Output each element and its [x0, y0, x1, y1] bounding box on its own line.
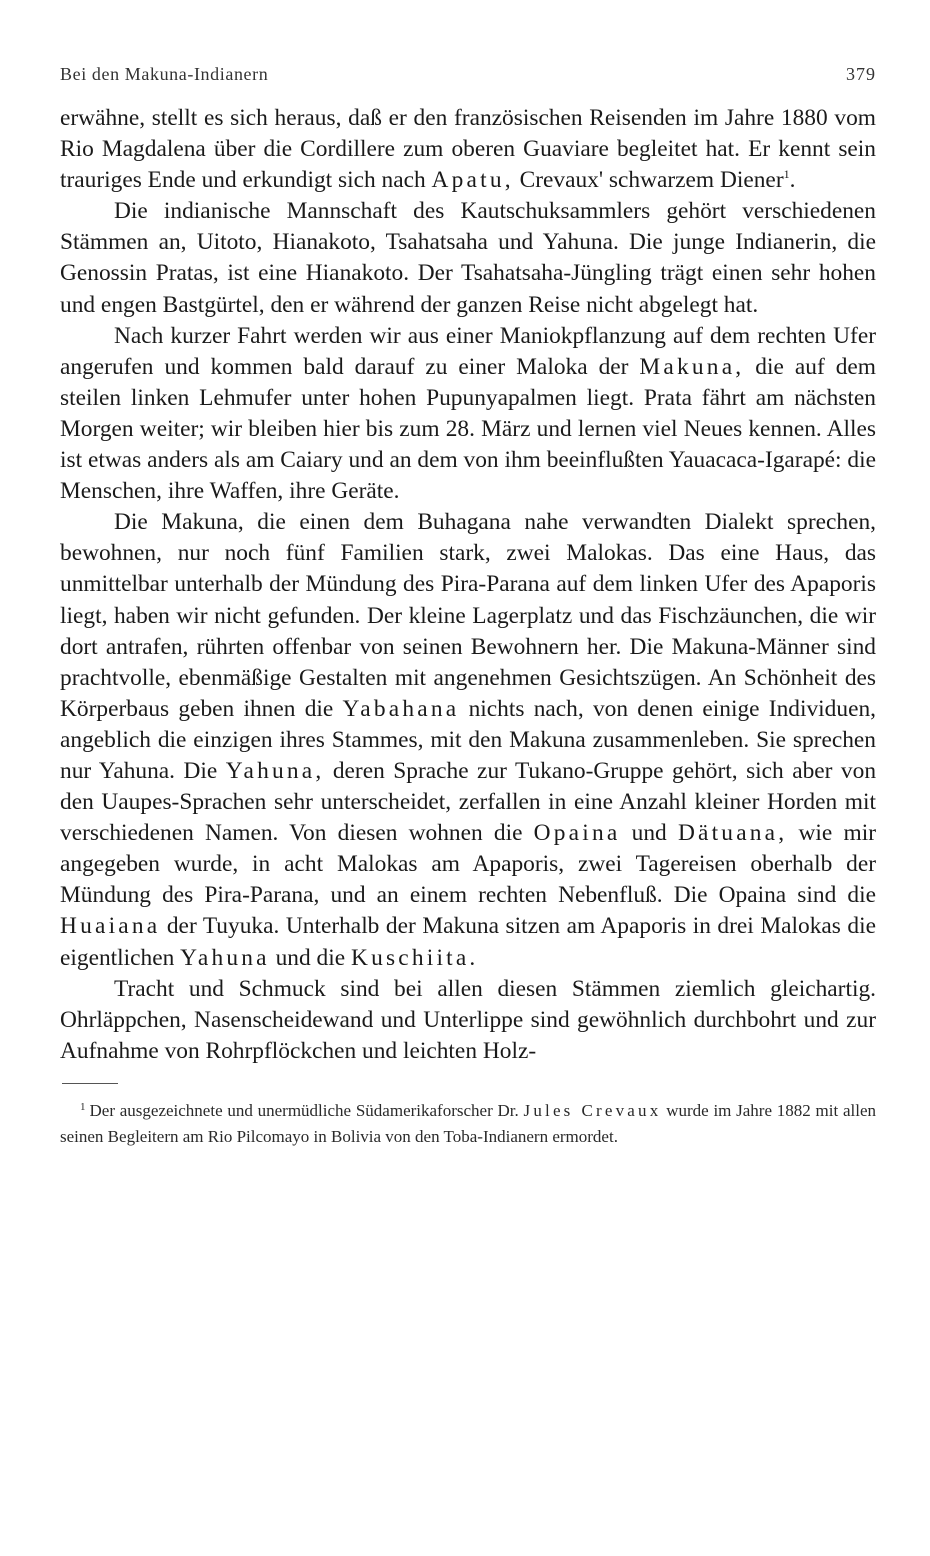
spaced-name-opaina: Opaina: [533, 820, 621, 847]
footnote-rule: [62, 1083, 118, 1084]
spaced-name-huaiana: Huaiana: [60, 913, 161, 940]
paragraph-3: [60, 321, 876, 508]
footnote-text: [60, 1098, 876, 1150]
text-run: und: [620, 820, 678, 847]
text-run: .: [789, 167, 796, 194]
text-run: wurde im Jahre 1882 mit allen seinen Begleitern am Rio Pilcomayo in Bolivia von den Toba-Indianern ermordet.: [60, 1100, 876, 1146]
spaced-name-yahuna: Yahuna,: [225, 757, 325, 784]
text-run: Die Makuna, die einen dem Buhagana nahe verwandten Dialekt sprechen, bewohnen, nur noch fünf Familien stark, zwei Malokas. Das eine Haus, das unmittelbar unterhalb der Mündung des Pira-Parana auf dem linken Ufer des Apaporis liegt, haben wir nicht gefunden. Der kleine Lagerplatz und das Fischzäunchen, die wir dort antrafen, rührten offenbar von seinen Bewohnern her. Die Makuna-Männer sind prachtvolle, ebenmäßige Gestalten mit angenehmen Gesichtszügen. An Schönheit des Körperbaus geben ihnen die: [60, 509, 876, 722]
spaced-name-apatu: Apatu,: [431, 167, 514, 194]
text-run: Crevaux' schwarzem Diener: [513, 167, 784, 194]
footnote-mark: 1: [80, 1100, 86, 1113]
spaced-name-kuschiita: Kuschiita.: [350, 944, 479, 971]
spaced-name-makuna: Makuna,: [639, 353, 745, 380]
text-run: die auf dem steilen linken Lehmufer unter hohen Pupunyapalmen liegt. Prata fährt am nächsten Morgen weiter; wir bleiben hier bis zum 28. März und lernen viel Neues kennen. Alles ist etwas anders als am Caiary und an dem von ihm beeinflußten Yauacaca-Igarapé: die Menschen, ihre Waffen, ihre Geräte.: [60, 353, 876, 505]
spaced-name-yahuna: Yahuna: [180, 944, 270, 971]
text-run: Nach kurzer Fahrt werden wir aus einer Maniokpflanzung auf dem rechten Ufer angerufen und kommen bald darauf zu einer Maloka der: [60, 322, 876, 380]
paragraph-1: [60, 103, 876, 196]
paragraph-2: Die indianische Mannschaft des Kautschuksammlers gehört verschiedenen Stämmen an, Uitoto, Hianakoto, Tsahatsaha und Yahuna. Die junge Indianerin, die Genossin Pratas, ist eine Hianakoto. Der Tsahatsaha-Jüngling trägt einen sehr hohen und engen Bastgürtel, den er während der ganzen Reise nicht abgelegt hat.: [60, 198, 876, 318]
spaced-name-datuana: Dätuana,: [677, 820, 788, 847]
text-run: deren Sprache zur Tukano-Gruppe gehört, sich aber von den Uaupes-Sprachen sehr unterscheidet, zerfallen in eine Anzahl kleiner Horden mit verschiedenen Namen. Von diesen wohnen die: [60, 757, 877, 847]
spaced-name-crevaux: Jules Crevaux: [523, 1100, 662, 1120]
text-run: nichts nach, von denen einige Individuen, angeblich die einzigen ihres Stammes, mit den Makuna zusammenleben. Sie sprechen nur Yahuna. Die: [60, 695, 876, 784]
text-run: und die: [269, 944, 351, 971]
body-text: [60, 103, 876, 1067]
text-run: wie mir angegeben wurde, in acht Malokas am Apaporis, zwei Tagereisen oberhalb der Mündung des Pira-Parana, und an einem rechten Nebenfluß. Die Opaina sind die: [60, 820, 876, 909]
running-title: Bei den Makuna-Indianern: [60, 64, 269, 84]
paragraph-5: Tracht und Schmuck sind bei allen diesen Stämmen ziemlich gleichartig. Ohrläppchen, Nasenscheidewand und Unterlippe sind gewöhnlich durchbohrt und zur Aufnahme von Rohrpflöckchen und leichten Holz-: [60, 975, 876, 1064]
running-header: [60, 64, 876, 85]
text-run: der Tuyuka. Unterhalb der Makuna sitzen am Apaporis in drei Malokas die eigentlichen: [60, 913, 876, 971]
text-run: erwähne, stellt es sich heraus, daß er den französischen Reisenden im Jahre 1880 vom Rio Magdalena über die Cordillere zum oberen Guaviare begleitet hat. Er kennt sein trauriges Ende und erkundigt sich nach: [60, 105, 876, 194]
page-number: 379: [846, 64, 876, 84]
spaced-name-yabahana: Yabahana: [342, 695, 460, 722]
footnote: [60, 1098, 876, 1150]
text-run: Der ausgezeichnete und unermüdliche Südamerikaforscher Dr.: [89, 1100, 524, 1120]
paragraph-4: [60, 507, 876, 973]
footnote-reference[interactable]: 1: [783, 167, 790, 182]
